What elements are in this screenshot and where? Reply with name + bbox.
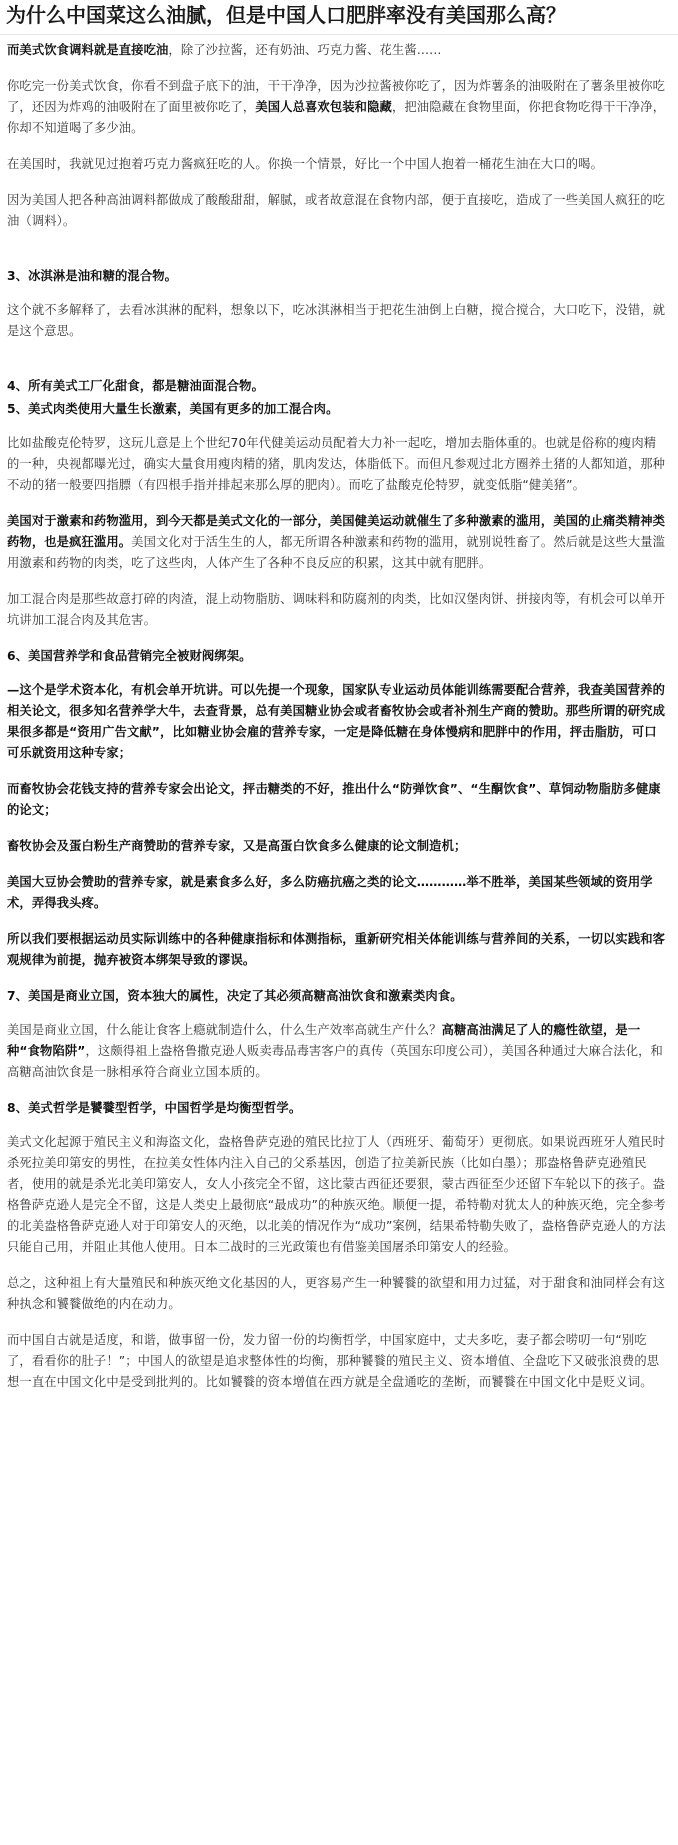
paragraph-2-bold: 美国人总喜欢包装和隐藏 [255,100,392,114]
paragraph-14-text-end: ，这颇得祖上盎格鲁撒克逊人贩卖毒品毒害客户的真传（英国东印度公司），美国各种通过大麻合法化，和高糖高油饮食是一脉相承符合商业立国本质的。 [7,1044,663,1079]
paragraph-1-text: ，除了沙拉酱，还有奶油、巧克力酱、花生酱…… [168,43,442,57]
paragraph-10 [7,779,667,821]
paragraph-13 [7,929,667,971]
paragraph-7-text: 美国文化对于活生生的人，都无所谓各种激素和药物的滥用，就别说牲畜了。然后就是这些大量滥用激素和药物的肉类，吃了这些肉，人体产生了各种不良反应的积累，这其中就有肥胖。 [7,535,666,570]
paragraph-5: 这个就不多解释了，去看冰淇淋的配料，想象以下，吃冰淇淋相当于把花生油倒上白糖，搅合搅合，大口吃下，没错，就是这个意思。 [7,303,666,338]
paragraph-7 [7,511,667,574]
section-heading-7: 7、美国是商业立国，资本独大的属性，决定了其必须高糖高油饮食和激素类肉食。 [7,989,463,1003]
section-heading-4: 4、所有美式工厂化甜食，都是糖油面混合物。 [7,379,265,393]
paragraph-12 [7,872,667,914]
paragraph-3: 在美国时，我就见过抱着巧克力酱疯狂吃的人。你换一个情景，好比一个中国人抱着一桶花生油在大口的喝。 [7,157,604,171]
paragraph-7-bold: 美国对于激素和药物滥用，到今天都是美式文化的一部分，美国健美运动就催生了多种激素的滥用，美国的止痛类精神类药物，也是疯狂滥用。 [7,514,666,549]
paragraph-13-bold: 所以我们要根据运动员实际训练中的各种健康指标和体测指标，重新研究相关体能训练与营养间的关系，一切以实践和客观规律为前提，抛弃被资本绑架导致的谬误。 [7,932,666,967]
paragraph-2 [7,76,667,139]
section-heading-3: 3、冰淇淋是油和糖的混合物。 [7,269,178,283]
paragraph-8: 加工混合肉是那些故意打碎的肉渣，混上动物脂肪、调味料和防腐剂的肉类，比如汉堡肉饼、拼接肉等，有机会可以单开坑讲加工混合肉及其危害。 [7,592,666,627]
paragraph-2-text: 你吃完一份美式饮食，你看不到盘子底下的油，干干净净，因为沙拉酱被你吃了，因为炸薯条的油吸附在了薯条里被你吃了，还因为炸鸡的油吸附在了面里被你吃了， [7,79,666,114]
paragraph-16: 总之，这种祖上有大量殖民和种族灭绝文化基因的人，更容易产生一种饕餮的欲望和用力过猛，对于甜食和油同样会有这种执念和饕餮做绝的内在动力。 [7,1276,666,1311]
paragraph-1-bold: 而美式饮食调料就是直接吃油 [7,43,169,57]
section-heading-6: 6、美国营养学和食品营销完全被财阀绑架。 [7,649,252,663]
section-heading-5: 5、美式肉类使用大量生长激素，美国有更多的加工混合肉。 [7,402,339,416]
article-title: 为什么中国菜这么油腻，但是中国人口肥胖率没有美国那么高？ [6,3,566,27]
paragraph-11 [7,836,667,857]
paragraph-14-bold: 高糖高油满足了人的瘾性欲望，是一种“食物陷阱” [7,1023,641,1058]
paragraph-6: 比如盐酸克伦特罗，这玩儿意是上个世纪70年代健美运动员配着大力补一起吃，增加去脂体重的。也就是俗称的瘦肉精的一种，央视都曝光过，确实大量食用瘦肉精的猪，肌肉发达，体脂低下。而但凡参观过北方圈养土猪的人都知道，那种不动的猪一般要四指膘（有四根手指并排起来那么厚的肥肉）。而吃了盐酸克伦特罗，就变低脂“健美猪”。 [7,436,666,492]
paragraph-15: 美式文化起源于殖民主义和海盗文化，盎格鲁萨克逊的殖民比拉丁人（西班牙、葡萄牙）更彻底。如果说西班牙人殖民时杀死拉美印第安的男性，在拉美女性体内注入自己的父系基因，创造了拉美新民族（比如白墨）；那盎格鲁萨克逊殖民者，使用的就是杀光北美印第安人，女人小孩完全不留，这比蒙古西征还要狠，蒙古西征至少还留下车轮以下的孩子。盎格鲁萨克逊人是完全不留，这是人类史上最彻底“最成功”的种族灭绝。顺便一提，希特勒对犹太人的种族灭绝，完全参考的北美盎格鲁萨克逊人对于印第安人的灭绝，以北美的情况作为“成功”案例，结果希特勒失败了，盎格鲁萨克逊人的方法只能自己用，并阻止其他人使用。日本二战时的三光政策也有借鉴美国屠杀印第安人的经验。 [7,1135,666,1254]
paragraph-9 [7,680,667,764]
paragraph-11-bold: 畜牧协会及蛋白粉生产商赞助的营养专家，又是高蛋白饮食多么健康的论文制造机； [7,839,467,853]
paragraph-10-bold: 而畜牧协会花钱支持的营养专家会出论文，抨击糖类的不好，推出什么“防弹饮食”、“生酮饮食”、草饲动物脂肪多健康的论文； [7,782,661,817]
section-heading-8: 8、美式哲学是饕餮型哲学，中国哲学是均衡型哲学。 [7,1101,302,1115]
paragraph-9-bold: —这个是学术资本化，有机会单开坑讲。可以先提一个现象，国家队专业运动员体能训练需要配合营养，我查美国营养的相关论文，很多知名营养学大牛，去查背景，总有美国糖业协会或者畜牧协会或者补剂生产商的赞助。那些所谓的研究成果很多都是“资用广告文献”，比如糖业协会雇的营养专家，一定是降低糖在身体慢病和肥胖中的作用，抨击脂肪，可口可乐就资用这种专家； [7,683,666,760]
paragraph-2-text-end: ，把油隐藏在食物里面，你把食物吃得干干净净，你却不知道喝了多少油。 [7,100,666,135]
paragraph-4: 因为美国人把各种高油调料都做成了酸酸甜甜，解腻，或者故意混在食物内部，便于直接吃，造成了一些美国人疯狂的吃油（调料）。 [7,193,666,228]
paragraph-17: 而中国自古就是适度，和谐，做事留一份，发力留一份的均衡哲学，中国家庭中，丈夫多吃，妻子都会唠叨一句“别吃了，看看你的肚子！”；中国人的欲望是追求整体性的均衡，那种饕餮的殖民主义、资本增值、全盘吃下又破张浪费的思想一直在中国文化中是受到批判的。比如饕餮的资本增值在西方就是全盘通吃的垄断，而饕餮在中国文化中是贬义词。 [7,1333,660,1389]
paragraph-14 [7,1020,667,1083]
article-body [7,40,667,1408]
paragraph-1 [7,40,667,61]
paragraph-12-bold: 美国大豆协会赞助的营养专家，就是素食多么好，多么防癌抗癌之类的论文…………举不胜举，美国某些领域的资用学术，弄得我头疼。 [7,875,653,910]
title-divider [0,34,678,35]
paragraph-14-text: 美国是商业立国，什么能让食客上瘾就制造什么，什么生产效率高就生产什么？ [7,1023,442,1037]
